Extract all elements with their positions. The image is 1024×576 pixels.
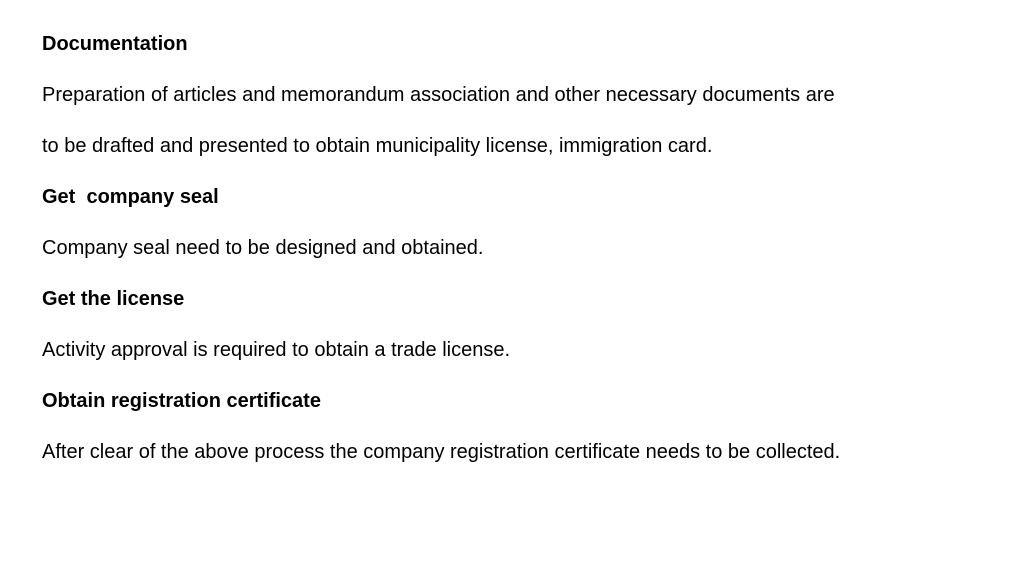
section-heading-license: Get the license xyxy=(42,288,185,310)
section-heading-company-seal: Get company seal xyxy=(42,186,219,208)
paragraph-line: Activity approval is required to obtain a trade license. xyxy=(42,339,511,361)
paragraph-line: After clear of the above process the company registration certificate needs to be collected. xyxy=(42,441,841,463)
paragraph-line: Preparation of articles and memorandum association and other necessary documents are xyxy=(42,84,835,106)
paragraph-line: Company seal need to be designed and obtained. xyxy=(42,237,484,259)
section-heading-documentation: Documentation xyxy=(42,33,188,55)
paragraph-line: to be drafted and presented to obtain municipality license, immigration card. xyxy=(42,135,713,157)
section-heading-registration-certificate: Obtain registration certificate xyxy=(42,390,321,412)
document-content xyxy=(42,31,1002,490)
